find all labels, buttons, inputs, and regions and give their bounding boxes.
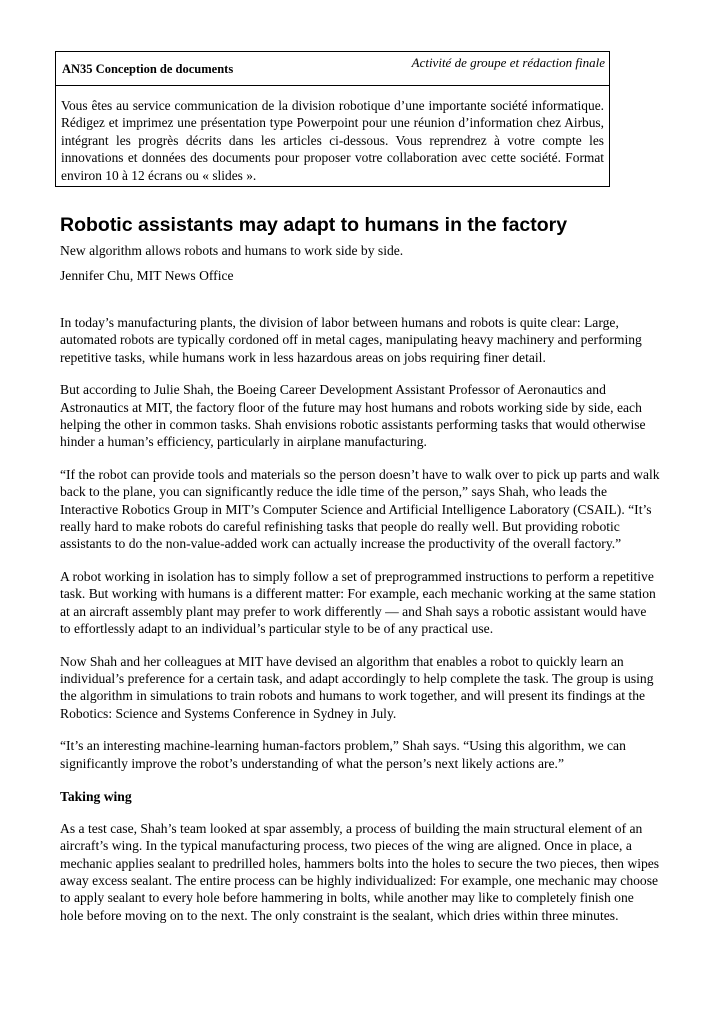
article-paragraph: In today’s manufacturing plants, the division of labor between humans and robots is quite clear: Large, automated robots are typically cordoned off in metal cages, manipulating heavy machinery and performing repetitive tasks, while humans work in less hazardous areas on jobs requiring finer detail. [60, 315, 642, 365]
article-paragraph: “If the robot can provide tools and materials so the person doesn’t have to walk over to pick up parts and walk back to the plane, you can significantly reduce the idle time of the person,” says Shah, who leads the Interactive Robotics Group in MIT’s Computer Science and Artificial Intelligence Laboratory (CSAIL). “It’s really hard to make robots do careful refinishing tasks that people do really well. But providing robotic assistants to do the non-value-added work can actually increase the productivity of the overall factory.” [60, 467, 660, 552]
header-divider [56, 85, 609, 86]
article-paragraph: As a test case, Shah’s team looked at spar assembly, a process of building the main structural element of an aircraft’s wing. In the typical manufacturing process, two pieces of the wing are aligned. Once in place, a mechanic applies sealant to predrilled holes, hammers bolts into the holes to secure the two pieces, then wipes away excess sealant. The entire process can be highly individualized: For example, one mechanic may choose to apply sealant to every hole before hammering in bolts, while another may like to completely finish one hole before moving on to the next. The only constraint is the sealant, which dries within three minutes. [60, 821, 660, 923]
activity-label: Activité de groupe et rédaction finale [411, 55, 605, 70]
section-heading: Taking wing [60, 788, 132, 804]
course-label: AN35 Conception de documents [62, 62, 234, 76]
article-paragraph: Now Shah and her colleagues at MIT have devised an algorithm that enables a robot to quickly learn an individual’s preference for a certain task, and adapt accordingly to help complete the task. The group is using the algorithm in simulations to train robots and humans to work together, and will present its findings at the Robotics: Science and Systems Conference in Sydney in July. [60, 653, 654, 721]
article-author: Jennifer Chu, MIT News Office [60, 268, 234, 283]
assignment-header-box [55, 51, 610, 187]
article-paragraph: But according to Julie Shah, the Boeing Career Development Assistant Professor of Aeronautics and Astronautics at MIT, the factory floor of the future may host humans and robots working side by side, each helping the other in common tasks. Shah envisions robotic assistants performing tasks that would otherwise hinder a human’s efficiency, particularly in airplane manufacturing. [60, 382, 646, 450]
article-paragraph: A robot working in isolation has to simply follow a set of preprogrammed instructions to perform a repetitive task. But working with humans is a different matter: For example, each mechanic working at the same station at an aircraft assembly plant may prefer to work differently — and Shah says a robotic assistant would have to effortlessly adapt to an individual’s particular style to be of any practical use. [60, 569, 656, 636]
article-title: Robotic assistants may adapt to humans in the factory [60, 214, 568, 236]
assignment-instructions: Vous êtes au service communication de la division robotique d’une importante société informatique. Rédigez et imprimez une présentation type Powerpoint pour une réunion d’information chez Airbus, intégrant les progrès décrits dans les articles ci-dessous. Vous reprendrez à votre compte les innovations et données des documents pour proposer votre collaboration avec cette société. Format environ 10 à 12 écrans ou « slides ». [61, 98, 604, 183]
article-paragraph: “It’s an interesting machine-learning human-factors problem,” Shah says. “Using this algorithm, we can significantly improve the robot’s understanding of what the person’s next likely actions are.” [60, 738, 626, 771]
article-subtitle: New algorithm allows robots and humans to work side by side. [60, 243, 404, 258]
article [60, 213, 660, 939]
